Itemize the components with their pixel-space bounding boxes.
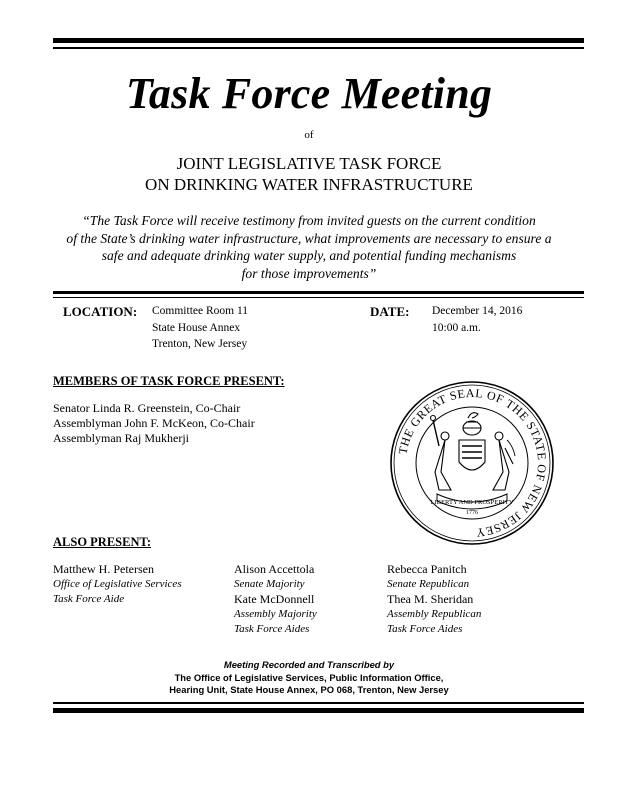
attendee-name: Alison Accettola <box>234 562 315 576</box>
attendee-name: Matthew H. Petersen <box>53 562 154 576</box>
members-list <box>53 401 255 446</box>
task-force-name <box>0 153 618 195</box>
member-item: Senator Linda R. Greenstein, Co-Chair <box>53 401 241 415</box>
attendee-role: Senate Majority <box>234 578 305 590</box>
attendee-name: Kate McDonnell <box>234 592 315 606</box>
seal-year: 1776 <box>466 510 478 516</box>
middle-rule-thick <box>53 291 584 294</box>
date-line-1: December 14, 2016 <box>432 305 523 317</box>
seal-ribbon-text: LIBERTY AND PROSPERITY <box>430 499 514 506</box>
date-label: DATE: <box>370 304 410 319</box>
credit-line-3: Hearing Unit, State House Annex, PO 068, Trenton, New Jersey <box>169 684 449 695</box>
bottom-rule-thick <box>53 708 584 713</box>
meeting-purpose <box>40 212 578 282</box>
attendee-role: Task Force Aide <box>53 593 125 605</box>
location-line-3: Trenton, New Jersey <box>152 338 248 350</box>
purpose-line-3: safe and adequate drinking water supply, and potential funding mechanisms <box>101 248 517 263</box>
attendee-role: Assembly Republican <box>387 608 482 620</box>
attendee-role: Office of Legislative Services <box>53 578 182 590</box>
member-item: Assemblyman John F. McKeon, Co-Chair <box>53 416 255 430</box>
members-heading: MEMBERS OF TASK FORCE PRESENT: <box>53 374 285 388</box>
task-force-name-line-1: JOINT LEGISLATIVE TASK FORCE <box>176 154 442 173</box>
attendee-role: Senate Republican <box>387 578 470 590</box>
attendee-column-2 <box>234 562 317 637</box>
seal-ring-text: THE GREAT SEAL OF THE STATE OF NEW JERSEY <box>395 385 550 541</box>
credit-line-1: Meeting Recorded and Transcribed by <box>223 659 395 670</box>
attendee-name: Thea M. Sheridan <box>387 592 474 606</box>
location-label: LOCATION: <box>63 304 138 319</box>
attendee-role: Task Force Aides <box>234 623 310 635</box>
document-title: Task Force Meeting <box>125 69 493 118</box>
transcription-credit <box>0 659 618 697</box>
top-rule-thin <box>53 47 584 49</box>
attendee-column-3 <box>387 562 481 637</box>
credit-line-2: The Office of Legislative Services, Public Information Office, <box>174 671 444 683</box>
of-label: of <box>304 129 314 141</box>
state-seal <box>389 380 555 546</box>
purpose-line-2: of the State’s drinking water infrastructure, what improvements are necessary to ensure a <box>66 230 552 246</box>
middle-rule-thin <box>53 297 584 298</box>
attendee-role: Assembly Majority <box>234 608 317 620</box>
attendee-column-1 <box>53 562 182 607</box>
location-line-1: Committee Room 11 <box>152 305 249 317</box>
member-item: Assemblyman Raj Mukherji <box>53 431 189 445</box>
attendee-role: Task Force Aides <box>387 623 463 635</box>
date-value <box>432 303 522 336</box>
location-line-2: State House Annex <box>152 321 241 334</box>
purpose-line-1: “The Task Force will receive testimony from invited guests on the current condition <box>82 213 536 228</box>
attendee-name: Rebecca Panitch <box>387 562 467 576</box>
bottom-rule-thin <box>53 702 584 704</box>
top-rule-thick <box>53 38 584 43</box>
also-present-heading: ALSO PRESENT: <box>53 535 152 549</box>
date-line-2: 10:00 a.m. <box>432 321 481 334</box>
purpose-line-4: for those improvements” <box>241 265 377 281</box>
task-force-name-line-2: ON DRINKING WATER INFRASTRUCTURE <box>145 175 473 194</box>
location-value <box>152 303 248 353</box>
